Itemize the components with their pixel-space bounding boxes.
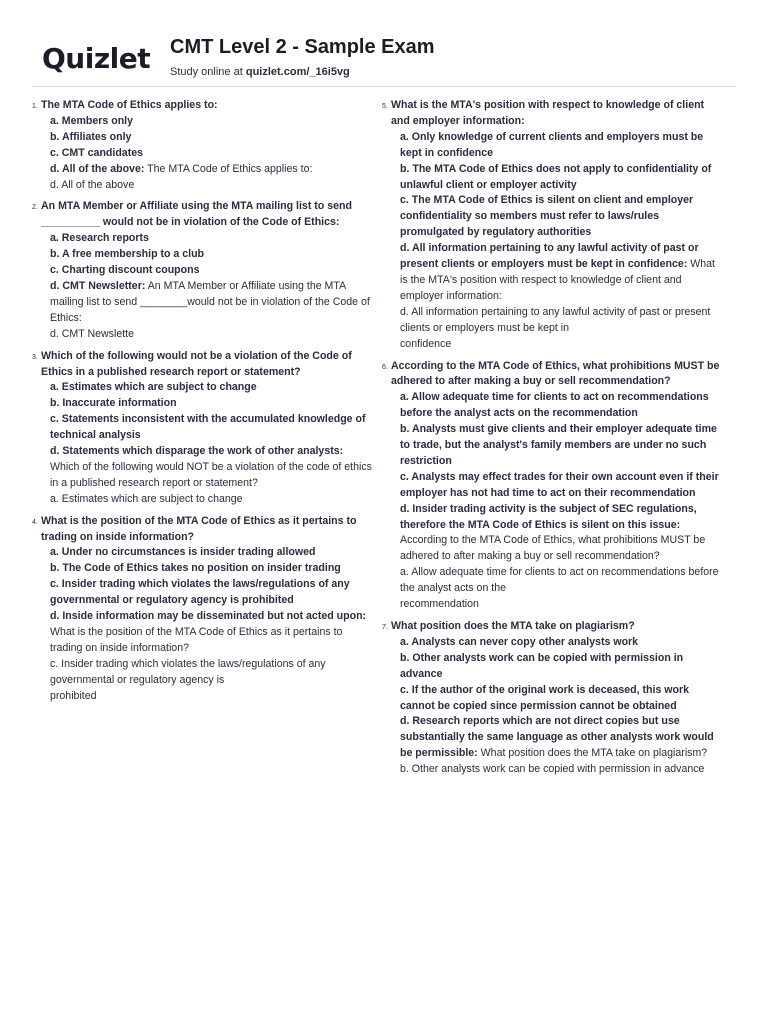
question-number: 5. (382, 103, 388, 110)
question-header (382, 98, 720, 130)
option-b: b. Other analysts work can be copied with permission in advance (400, 651, 684, 680)
option-d-with-explanation (50, 162, 372, 178)
option-c: c. If the author of the original work is deceased, this work cannot be copied since permission cannot be obtained (400, 683, 690, 712)
option-d-label: d. Statements which disparage the work of other analysts: (50, 445, 344, 458)
option-d-label: d. Research reports which are not direct copies but use substantially the same language as other analysts work would be permissible: (400, 715, 714, 760)
option-c: c. CMT candidates (50, 146, 144, 159)
answer-explanation: According to the MTA Code of Ethics, what prohibitions MUST be adhered to after making a buy or sell recommendation? (400, 534, 706, 563)
option-d-label: d. All of the above: (50, 162, 145, 175)
correct-answer-line: d. CMT Newslette (50, 327, 134, 340)
correct-answer-line: d. All of the above (50, 178, 135, 191)
correct-answer-line: b. Other analysts work can be copied with permission in advance (400, 763, 705, 776)
correct-answer-line: recommendation (400, 598, 479, 611)
question-text: According to the MTA Code of Ethics, what prohibitions MUST be adhered to after making a buy or sell recommendation? (391, 359, 720, 388)
correct-answer-line: c. Insider trading which violates the laws/regulations of any governmental or regulatory agency is (50, 657, 326, 686)
question-item (32, 349, 372, 508)
option-a: a. Analysts can never copy other analysts work (400, 635, 639, 648)
answer-block (32, 380, 372, 507)
option-b: b. A free membership to a club (50, 248, 205, 261)
question-header (382, 359, 720, 391)
correct-answer-line: confidence (400, 337, 452, 350)
question-text: Which of the following would not be a violation of the Code of Ethics in a published research report or statement? (41, 349, 352, 378)
question-item (32, 514, 372, 705)
option-c: c. Analysts may effect trades for their own account even if their employer has not had time to act on their recommendation (400, 470, 719, 499)
question-header (32, 199, 372, 231)
question-number: 7. (382, 624, 388, 631)
question-item (382, 619, 720, 778)
question-text: An MTA Member or Affiliate using the MTA mailing list to send __________ would not be in violation of the Code of Ethics: (41, 200, 352, 229)
page-title: CMT Level 2 - Sample Exam (170, 36, 435, 58)
answer-block (382, 130, 720, 353)
option-b: b. The MTA Code of Ethics does not apply to confidentiality of unlawful client or employer activity (400, 162, 712, 191)
option-a: a. Research reports (50, 232, 149, 245)
correct-answer-line: d. All information pertaining to any lawful activity of past or present clients or employers must be kept in (400, 305, 711, 334)
study-online-text (170, 66, 350, 78)
question-header (32, 349, 372, 381)
option-d-label: d. Insider trading activity is the subject of SEC regulations, therefore the MTA Code of Ethics is silent on this issue: (400, 502, 697, 531)
answer-explanation: The MTA Code of Ethics applies to: (147, 162, 313, 175)
option-d-with-explanation (400, 241, 720, 305)
option-c: c. Insider trading which violates the laws/regulations of any governmental or regulatory agency is prohibited (50, 578, 350, 607)
question-item (382, 359, 720, 614)
answer-explanation: What position does the MTA take on plagiarism? (480, 747, 708, 760)
question-number: 3. (32, 353, 38, 361)
answer-block (32, 231, 372, 342)
quizlet-logo[interactable]: Quizlet (42, 42, 151, 75)
answer-block (32, 545, 372, 704)
option-b: b. Inaccurate information (50, 397, 177, 410)
option-b: b. The Code of Ethics takes no position on insider trading (50, 562, 341, 575)
option-d-label: d. CMT Newsletter: (50, 279, 146, 292)
option-d-with-explanation (50, 444, 372, 492)
option-c: c. Charting discount coupons (50, 264, 200, 277)
option-a: a. Under no circumstances is insider trading allowed (50, 546, 316, 559)
question-number: 4. (32, 518, 38, 526)
option-a: a. Estimates which are subject to change (50, 381, 257, 394)
question-text: What is the position of the MTA Code of Ethics as it pertains to trading on inside information? (41, 514, 357, 543)
question-text: What position does the MTA take on plagiarism? (391, 620, 635, 632)
answer-explanation: Which of the following would NOT be a violation of the code of ethics in a published research report or statement? (50, 460, 372, 489)
option-c: c. The MTA Code of Ethics is silent on client and employer confidentiality so members must refer to laws/rules promulgated by regulatory authorities (400, 194, 694, 239)
header (32, 28, 736, 86)
option-b: b. Analysts must give clients and their employer adequate time to trade, but the analyst's family members are under no such restriction (400, 423, 717, 467)
option-d-label: d. Inside information may be disseminated but not acted upon: (50, 610, 367, 623)
question-number: 6. (382, 363, 388, 371)
option-d-with-explanation (400, 502, 720, 566)
question-header (32, 514, 372, 546)
correct-answer-line: prohibited (50, 689, 97, 702)
answer-explanation: What is the MTA's position with respect to knowledge of client and employer information: (400, 258, 715, 302)
option-d-with-explanation (400, 714, 720, 762)
option-c: c. Statements inconsistent with the accumulated knowledge of technical analysis (50, 413, 366, 442)
option-a: a. Allow adequate time for clients to act on recommendations before the analyst acts on the recommendation (400, 391, 709, 420)
question-item (32, 199, 372, 342)
correct-answer-line: a. Estimates which are subject to change (50, 492, 243, 505)
question-text: The MTA Code of Ethics applies to: (41, 99, 218, 111)
answer-block (382, 635, 720, 778)
option-b: b. Affiliates only (50, 130, 132, 143)
option-d-label: d. All information pertaining to any lawful activity of past or present clients or employers must be kept in confidence: (400, 242, 699, 271)
answer-block (32, 114, 372, 194)
question-item (32, 98, 372, 193)
option-d-with-explanation (50, 279, 372, 327)
study-online-link[interactable]: quizlet.com/_16i5vg (245, 66, 350, 78)
answer-explanation: An MTA Member or Affiliate using the MTA mailing list to send ________would not be in violation of the Code of Ethics: (50, 279, 370, 324)
question-number: 1. (32, 103, 38, 110)
option-d-with-explanation (50, 609, 372, 657)
answer-block (382, 390, 720, 613)
question-item (382, 98, 720, 353)
question-header (382, 619, 720, 635)
correct-answer-line: a. Allow adequate time for clients to act on recommendations before the analyst acts on the (400, 566, 719, 595)
option-a: a. Only knowledge of current clients and employers must be kept in confidence (400, 130, 704, 159)
option-a: a. Members only (50, 114, 134, 127)
left-column (32, 98, 372, 711)
subtitle-prefix: Study online at (170, 66, 243, 78)
question-number: 2. (32, 204, 38, 212)
question-text: What is the MTA's position with respect to knowledge of client and employer information: (391, 99, 705, 127)
right-column (382, 98, 720, 784)
question-header (32, 98, 372, 114)
header-divider (32, 86, 736, 87)
answer-explanation: What is the position of the MTA Code of Ethics as it pertains to trading on inside information? (50, 626, 343, 654)
